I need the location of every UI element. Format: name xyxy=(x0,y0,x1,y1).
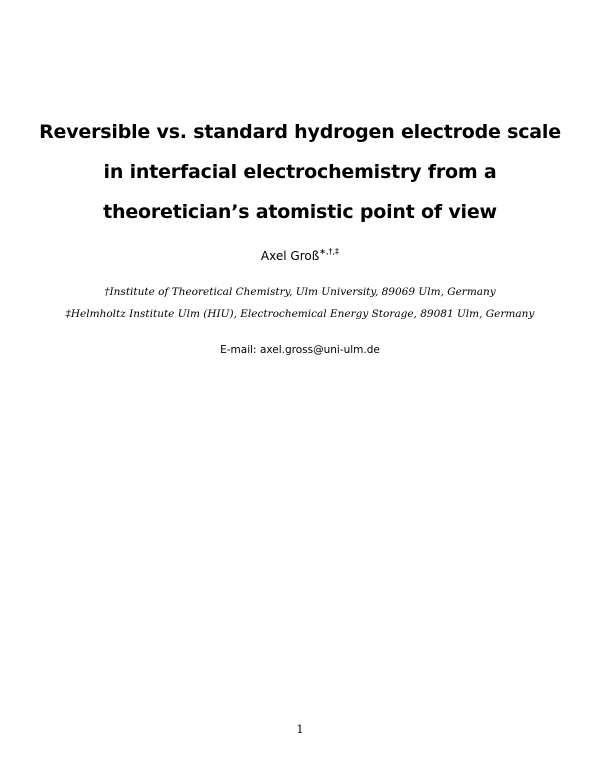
email-label: E-mail: xyxy=(220,344,257,356)
author-affiliation-marks: ∗,†,‡ xyxy=(319,247,340,256)
paper-title xyxy=(0,112,600,232)
author-line xyxy=(0,246,600,266)
email-line xyxy=(0,342,600,358)
affiliation-1: †Institute of Theoretical Chemistry, Ulm University, 89069 Ulm, Germany xyxy=(104,286,496,298)
author-name: Axel Groß xyxy=(260,249,320,263)
affiliation-2: ‡Helmholtz Institute Ulm (HIU), Electrochemical Energy Storage, 89081 Ulm, Germany xyxy=(65,308,535,320)
title-line-2: in interfacial electrochemistry from a xyxy=(103,161,497,183)
title-line-1: Reversible vs. standard hydrogen electrode scale xyxy=(39,121,561,143)
email-address[interactable]: axel.gross@uni-ulm.de xyxy=(259,344,380,356)
title-line-3: theoretician’s atomistic point of view xyxy=(103,201,497,223)
page-number: 1 xyxy=(296,723,304,736)
